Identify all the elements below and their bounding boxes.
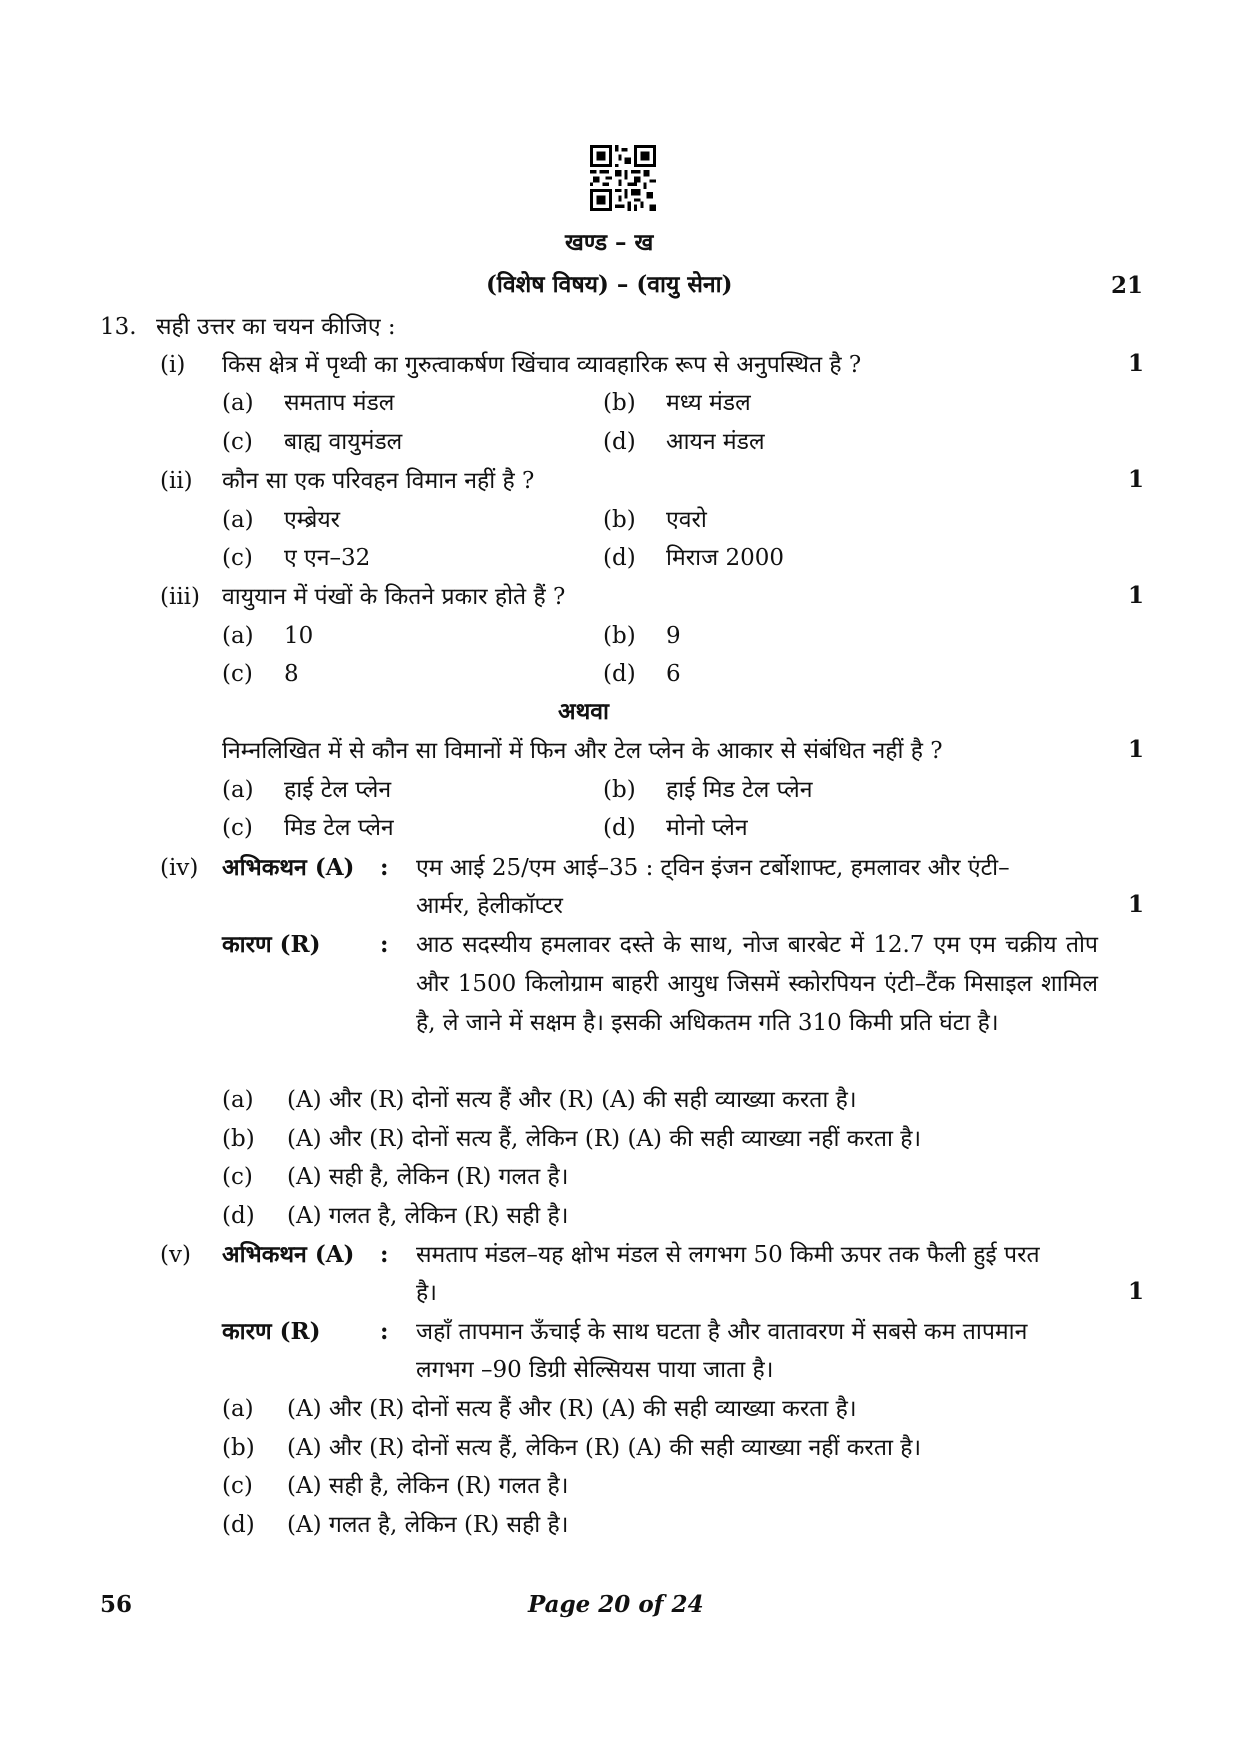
option-text: (A) गलत है, लेकिन (R) सही है। [287,1512,569,1538]
reason-label: कारण (R) [222,1318,321,1345]
paper-code: 56 [100,1591,133,1618]
page-indicator: Page 20 of 24 [528,1591,704,1618]
subquestion-number: (iv) [160,855,199,881]
assertion-label: अभिकथन (A) [222,1241,355,1268]
option-label: (d) [222,1512,255,1538]
assertion-colon: : [380,1241,389,1268]
option-label: (a) [222,1087,254,1113]
assertion-text-line2: आर्मर, हेलीकॉप्टर [416,893,563,919]
marks: 1 [1128,891,1145,918]
reason-colon: : [380,931,389,958]
option-text: (A) सही है, लेकिन (R) गलत है। [287,1473,569,1499]
subquestion-text: किस क्षेत्र में पृथ्वी का गुरुत्वाकर्षण खिंचाव व्यावहारिक रूप से अनुपस्थित है ? [222,352,862,378]
option-text: मिराज 2000 [666,545,784,571]
option-text: आयन मंडल [666,429,765,455]
reason-colon: : [380,1318,389,1345]
or-divider: अथवा [558,698,610,725]
option-text: (A) और (R) दोनों सत्य हैं, लेकिन (R) (A) की सही व्याख्या नहीं करता है। [287,1435,922,1461]
page-number-top: 21 [1111,272,1144,299]
option-label: (a) [222,1396,254,1422]
option-label: (d) [222,1203,255,1229]
option-text: 9 [666,623,681,649]
option-text: बाह्य वायुमंडल [284,429,403,455]
option-label: (c) [222,815,253,841]
option-label: (c) [222,1164,253,1190]
option-text: (A) और (R) दोनों सत्य हैं और (R) (A) की सही व्याख्या करता है। [287,1396,857,1422]
option-label: (d) [603,815,636,841]
reason-text: आठ सदस्यीय हमलावर दस्ते के साथ, नोज बारबेट में 12.7 एम एम चक्रीय तोप और 1500 किलोग्राम बाहरी आयुध जिसमें स्कोरपियन एंटी–टैंक मिसाइल शामिल है, ले जाने में सक्षम है। इसकी अधिकतम गति 310 किमी प्रति घंटा है। [416,932,1098,1036]
option-text: एम्ब्रेयर [284,507,341,533]
option-label: (a) [222,390,254,416]
option-label: (d) [603,545,636,571]
option-label: (b) [603,777,636,803]
option-text: मोनो प्लेन [666,815,748,841]
option-text: (A) और (R) दोनों सत्य हैं और (R) (A) की सही व्याख्या करता है। [287,1087,857,1113]
subquestion-number: (v) [160,1242,191,1268]
assertion-text-line2: है। [416,1280,437,1306]
option-label: (b) [222,1126,255,1152]
section-heading: खण्ड – ख [565,229,654,256]
option-label: (c) [222,661,253,687]
option-label: (a) [222,623,254,649]
marks: 1 [1128,582,1145,609]
option-label: (b) [603,623,636,649]
reason-label: कारण (R) [222,931,321,958]
option-text: मिड टेल प्लेन [284,815,394,841]
subquestion-number: (iii) [160,584,201,610]
option-label: (c) [222,545,253,571]
option-label: (c) [222,429,253,455]
subquestion-text: वायुयान में पंखों के कितने प्रकार होते हैं ? [222,584,566,610]
option-text: हाई मिड टेल प्लेन [666,777,813,803]
marks: 1 [1128,1278,1145,1305]
subject-heading: (विशेष विषय) – (वायु सेना) [486,271,733,298]
option-label: (b) [222,1435,255,1461]
assertion-colon: : [380,854,389,881]
reason-text-line2: लगभग –90 डिग्री सेल्सियस पाया जाता है। [416,1357,774,1383]
option-text: 10 [284,623,314,649]
assertion-text-line1: एम आई 25/एम आई–35 : ट्विन इंजन टर्बोशाफ्ट, हमलावर और एंटी– [416,855,1010,881]
option-text: 6 [666,661,681,687]
marks: 1 [1128,736,1145,763]
qr-code-icon [590,145,656,211]
subquestion-number: (i) [160,352,186,378]
option-text: ए एन–32 [284,545,371,571]
option-text: मध्य मंडल [666,390,751,416]
option-text: 8 [284,661,299,687]
question-number: 13. [100,314,137,340]
subquestion-number: (ii) [160,468,193,494]
option-label: (d) [603,661,636,687]
option-label: (a) [222,507,254,533]
option-text: समताप मंडल [284,390,395,416]
reason-text-line1: जहाँ तापमान ऊँचाई के साथ घटता है और वातावरण में सबसे कम तापमान [416,1319,1028,1345]
option-label: (b) [603,507,636,533]
option-text: (A) सही है, लेकिन (R) गलत है। [287,1164,569,1190]
option-label: (b) [603,390,636,416]
option-label: (a) [222,777,254,803]
marks: 1 [1128,466,1145,493]
option-label: (c) [222,1473,253,1499]
assertion-text-line1: समताप मंडल–यह क्षोभ मंडल से लगभग 50 किमी ऊपर तक फैली हुई परत [416,1242,1040,1268]
assertion-label: अभिकथन (A) [222,854,355,881]
subquestion-text: कौन सा एक परिवहन विमान नहीं है ? [222,468,535,494]
alt-question-text: निम्नलिखित में से कौन सा विमानों में फिन और टेल प्लेन के आकार से संबंधित नहीं है ? [222,738,943,764]
option-text: हाई टेल प्लेन [284,777,392,803]
question-instruction: सही उत्तर का चयन कीजिए : [156,314,396,340]
option-text: (A) गलत है, लेकिन (R) सही है। [287,1203,569,1229]
marks: 1 [1128,350,1145,377]
option-text: (A) और (R) दोनों सत्य हैं, लेकिन (R) (A) की सही व्याख्या नहीं करता है। [287,1126,922,1152]
option-text: एवरो [666,507,707,533]
option-label: (d) [603,429,636,455]
